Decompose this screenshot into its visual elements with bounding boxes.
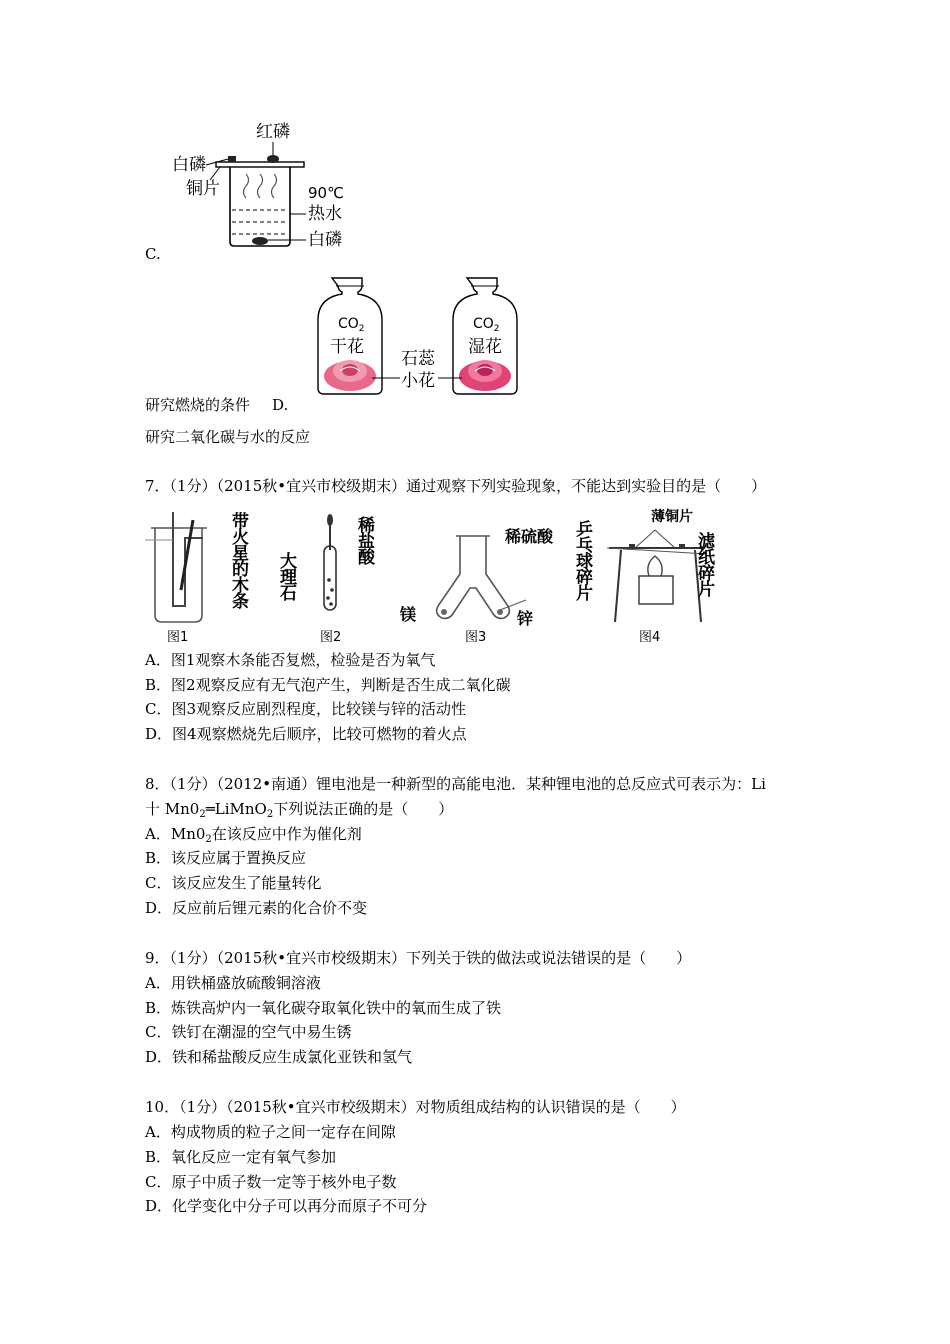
label-co2-left: $CO_2$	[338, 316, 365, 334]
fig2-label-marble: 大理石	[276, 552, 296, 600]
option-c-letter: C.	[145, 245, 161, 263]
q10-option-a: A．构成物质的粒子之间一定存在间隙	[145, 1123, 396, 1141]
fig4-label-pingpong: 乒乓球碎片	[572, 520, 592, 600]
option-d-text: 研究二氧化碳与水的反应	[145, 428, 311, 446]
q7-option-a: A．图1观察木条能否复燃，检验是否为氧气	[145, 651, 436, 669]
label-copper-plate: 铜片	[186, 179, 220, 199]
label-white-phosphorus-plate: 白磷	[172, 155, 206, 175]
q8-stem-line2: 十 $Mn0_2═LiMnO_2$下列说法正确的是（ ）	[145, 800, 454, 820]
label-co2-right: $CO_2$	[473, 316, 500, 334]
option-c-caption	[145, 395, 288, 415]
wet-flower-icon	[459, 360, 511, 391]
q10-stem: 10．（1分）（2015秋•宜兴市校级期末）对物质组成结构的认识错误的是（ ）	[145, 1098, 686, 1116]
fig2-test-tube-drawing	[305, 510, 345, 620]
q8-option-a: A．$Mn0_2$在该反应中作为催化剂	[145, 825, 362, 845]
q8-option-b: B．该反应属于置换反应	[145, 849, 307, 867]
label-hot-water: 热水	[308, 204, 342, 224]
fig4-caption: 图4	[639, 630, 661, 645]
label-red-phosphorus: 红磷	[256, 122, 290, 142]
q9-option-a: A．用铁桶盛放硫酸铜溶液	[145, 974, 321, 992]
q8-option-c: C．该反应发生了能量转化	[145, 874, 322, 892]
co2-jars-drawing	[310, 276, 540, 398]
q8-stem-line1: 8．（1分）（2012•南通）锂电池是一种新型的高能电池．某种锂电池的总反应式可表示为：Li	[145, 775, 766, 793]
label-litmus: 石蕊	[401, 349, 435, 369]
q10-option-d: D．化学变化中分子可以再分而原子不可分	[145, 1197, 428, 1215]
dry-flower-icon	[324, 360, 376, 391]
q10-option-c: C．原子中质子数一定等于核外电子数	[145, 1173, 397, 1191]
figure-co2-water	[310, 276, 540, 398]
q9-stem: 9．（1分）（2015秋•宜兴市校级期末）下列关于铁的做法或说法错误的是（ ）	[145, 949, 692, 967]
fig1-gas-jar-drawing	[145, 510, 225, 645]
fig4-label-filter-paper: 滤纸碎片	[694, 532, 714, 596]
fig2-label-dilute-hcl: 稀盐酸	[354, 516, 374, 564]
fig1-caption: 图1	[167, 630, 189, 645]
option-c-text: 研究燃烧的条件	[145, 396, 251, 414]
q9-option-c: C．铁钉在潮湿的空气中易生锈	[145, 1023, 352, 1041]
q7-figures	[145, 510, 745, 645]
fig4-label-copper-sheet: 薄铜片	[651, 509, 693, 525]
fig3-label-dilute-h2so4: 稀硫酸	[505, 527, 554, 546]
fig2-caption: 图2	[320, 630, 342, 645]
q7-option-b: B．图2观察反应有无气泡产生，判断是否生成二氧化碳	[145, 676, 511, 694]
combustion-apparatus-drawing	[160, 118, 360, 253]
fig3-y-tube-drawing	[430, 534, 530, 624]
q7-option-d: D．图4观察燃烧先后顺序，比较可燃物的着火点	[145, 725, 467, 743]
fig1-label-glowing-splint: 带火星的木条	[228, 512, 248, 608]
label-dry-flower: 干花	[330, 337, 364, 357]
fig3-label-magnesium: 镁	[400, 605, 417, 624]
q9-option-b: B．炼铁高炉内一氧化碳夺取氧化铁中的氧而生成了铁	[145, 999, 502, 1017]
q7-option-c: C．图3观察反应剧烈程度，比较镁与锌的活动性	[145, 700, 467, 718]
fig3-label-zinc: 锌	[517, 609, 534, 628]
label-white-phosphorus-water: 白磷	[308, 230, 342, 250]
label-wet-flower: 湿花	[468, 337, 502, 357]
q9-option-d: D．铁和稀盐酸反应生成氯化亚铁和氢气	[145, 1048, 413, 1066]
q7-stem: 7．（1分）（2015秋•宜兴市校级期末）通过观察下列实验现象，不能达到实验目的是（ ）	[145, 477, 767, 495]
figure-combustion-conditions	[160, 118, 360, 253]
fig3-caption: 图3	[465, 630, 487, 645]
label-small-flower: 小花	[401, 371, 435, 391]
q10-option-b: B．氧化反应一定有氧气参加	[145, 1148, 337, 1166]
option-d-letter: D.	[272, 396, 289, 414]
label-temperature: 90℃	[308, 184, 344, 202]
q8-option-d: D．反应前后锂元素的化合价不变	[145, 899, 368, 917]
